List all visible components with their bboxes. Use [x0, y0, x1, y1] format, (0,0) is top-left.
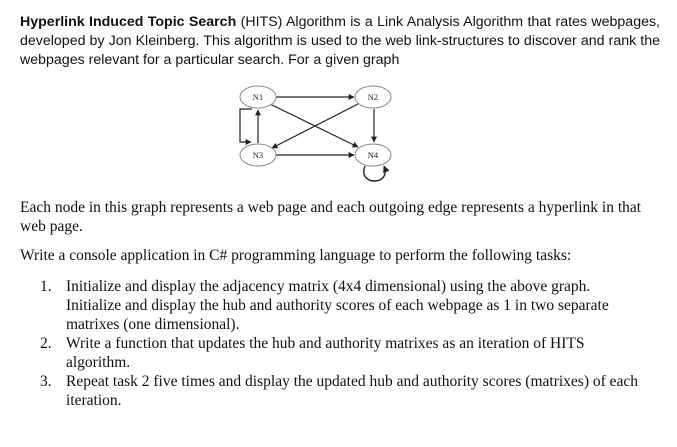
- task-item-3: [40, 372, 640, 410]
- task-list: [40, 277, 640, 410]
- task-number: 2.: [40, 335, 52, 352]
- node-n4: [355, 144, 391, 166]
- node-n1: [240, 86, 276, 108]
- intro-text: (HITS) Algorithm is a Link Analysis Algorithm that rates webpages, developed by Jon Kleinberg. This algorithm is used to the web link-structures to discover and rank the webpages relevant for a particular search. For a given graph: [20, 14, 661, 68]
- link-graph: [225, 82, 415, 192]
- edge-n4-self-loop: [364, 166, 385, 181]
- task-text: Write a function that updates the hub and authority matrixes as an iteration of HITS algorithm.: [66, 335, 585, 371]
- intro-bold-term: Hyperlink Induced Topic Search: [20, 14, 237, 30]
- edge-n2-n3: [272, 104, 358, 148]
- node-n2-label: N2: [367, 92, 379, 102]
- task-number: 3.: [40, 373, 52, 390]
- task-number: 1.: [40, 278, 52, 295]
- graph-description: Each node in this graph represents a web page and each outgoing edge represents a hyperlink in that web page.: [20, 199, 642, 235]
- task-text: Repeat task 2 five times and display the updated hub and authority scores (matrixes) of each iteration.: [66, 373, 639, 409]
- task-intro: Write a console application in C# programming language to perform the following tasks:: [20, 247, 572, 264]
- task-item-1: [40, 277, 640, 334]
- node-n2: [355, 86, 391, 108]
- node-n4-label: N4: [367, 150, 379, 160]
- task-text: Initialize and display the adjacency matrix (4x4 dimensional) using the above graph. Initialize and display the hub and authority scores of each webpage as 1 in two separate matrixes (one dimensional).: [66, 278, 609, 333]
- intro-paragraph: [20, 13, 660, 70]
- node-n3-label: N3: [252, 150, 264, 160]
- task-item-2: [40, 334, 640, 372]
- node-n1-label: N1: [252, 92, 264, 102]
- node-n3: [240, 144, 276, 166]
- edge-n1-n3: [240, 109, 252, 142]
